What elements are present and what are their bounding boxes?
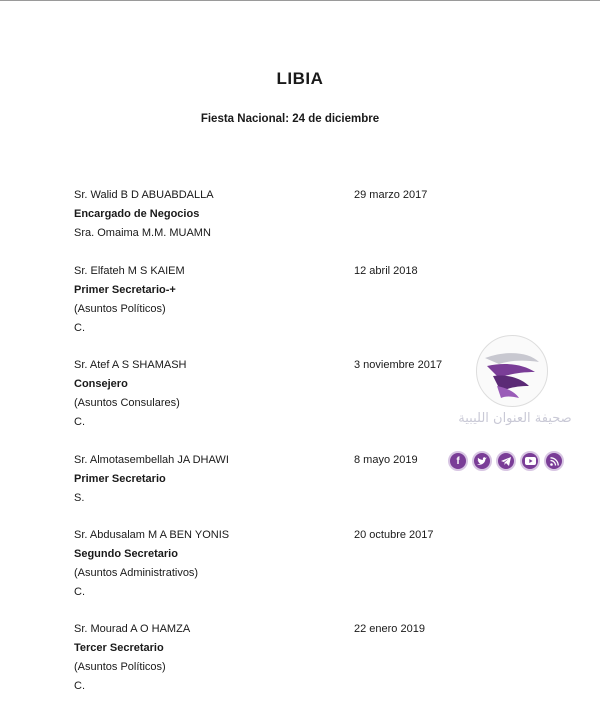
diplomat-title: Tercer Secretario <box>74 642 164 654</box>
social-icons <box>448 451 564 471</box>
diplomat-title: Encargado de Negocios <box>74 208 200 220</box>
diplomat-title: Primer Secretario-+ <box>74 284 176 296</box>
diplomat-name: Sr. Abdusalam M A BEN YONIS <box>74 529 230 541</box>
page-title: LIBIA <box>276 69 324 88</box>
diplomat-name: Sr. Walid B D ABUABDALLA <box>74 189 214 201</box>
diplomat-entry <box>74 186 494 243</box>
arrival-date: 12 abril 2018 <box>354 265 418 277</box>
marital-status: S. <box>74 492 85 504</box>
diplomat-entry <box>74 526 494 602</box>
twitter-icon[interactable] <box>472 451 492 471</box>
arrival-date: 8 mayo 2019 <box>354 454 418 466</box>
national-holiday: Fiesta Nacional: 24 de diciembre <box>200 113 380 125</box>
diplomat-title: Primer Secretario <box>74 473 166 485</box>
diplomat-area: (Asuntos Políticos) <box>74 661 166 673</box>
marital-status: C. <box>74 416 85 428</box>
arrival-date: 3 noviembre 2017 <box>354 359 443 371</box>
arrival-date: 29 marzo 2017 <box>354 189 428 201</box>
diplomat-name: Sr. Elfateh M S KAIEM <box>74 265 185 277</box>
youtube-icon[interactable] <box>520 451 540 471</box>
spouse-name: Sra. Omaima M.M. MUAMN <box>74 227 211 239</box>
diplomat-entry <box>74 451 494 508</box>
diplomat-name: Sr. Almotasembellah JA DHAWI <box>74 454 229 466</box>
arrival-date: 22 enero 2019 <box>354 623 425 635</box>
marital-status: C. <box>74 586 85 598</box>
facebook-icon[interactable]: f <box>448 451 468 471</box>
watermark-text: صحيفة العنوان الليبية <box>458 411 572 426</box>
diplomat-entry <box>74 620 494 696</box>
arrival-date: 20 octubre 2017 <box>354 529 434 541</box>
diplomat-name: Sr. Mourad A O HAMZA <box>74 623 191 635</box>
diplomat-name: Sr. Atef A S SHAMASH <box>74 359 187 371</box>
watermark-logo <box>476 335 548 407</box>
rss-icon[interactable] <box>544 451 564 471</box>
diplomat-area: (Asuntos Políticos) <box>74 303 166 315</box>
marital-status: C. <box>74 322 85 334</box>
diplomat-area: (Asuntos Consulares) <box>74 397 180 409</box>
diplomat-entry <box>74 356 494 432</box>
diplomat-area: (Asuntos Administrativos) <box>74 567 199 579</box>
diplomat-entry <box>74 262 494 338</box>
marital-status: C. <box>74 680 85 692</box>
telegram-icon[interactable] <box>496 451 516 471</box>
diplomat-title: Consejero <box>74 378 128 390</box>
diplomat-title: Segundo Secretario <box>74 548 178 560</box>
wing-logo-icon <box>477 336 547 406</box>
